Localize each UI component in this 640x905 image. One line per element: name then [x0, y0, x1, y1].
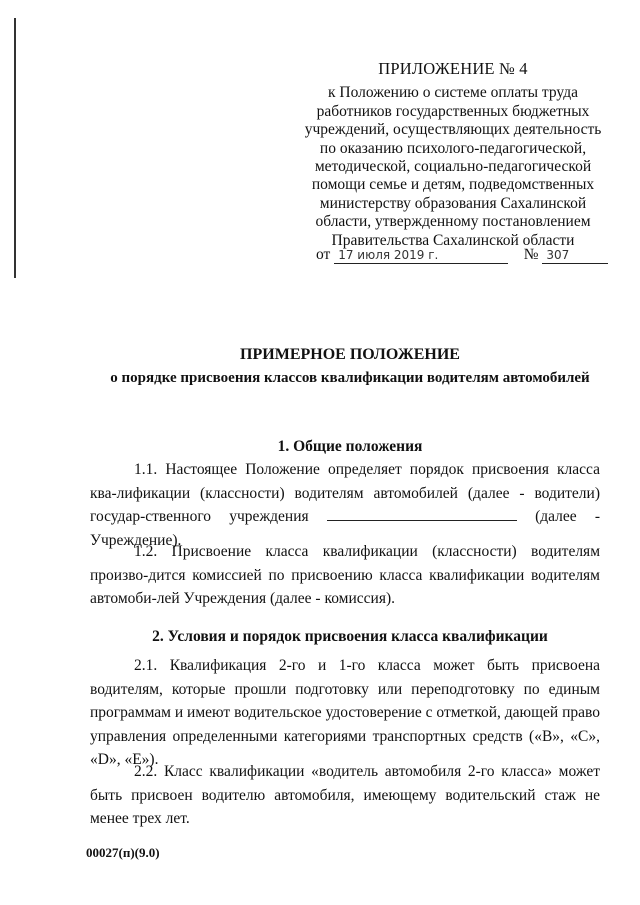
paragraph-text: (далее - Учреждение).: [90, 508, 601, 549]
paragraph-text: 2.2. Класс квалификации «водитель автомобиля 2-го класса» может быть присвоен водителю автомобиля, имеющему водительский стаж не менее трех лет.: [90, 763, 600, 827]
number-label: №: [523, 246, 539, 263]
appendix-line: учреждений, осуществляющих деятельность: [304, 121, 602, 139]
resolution-date-row: [316, 246, 616, 264]
date-value: 17 июля 2019 г.: [334, 247, 508, 264]
appendix-line: Правительства Сахалинской области: [331, 231, 575, 249]
date-label: от: [316, 246, 331, 263]
section-heading: 1. Общие положения: [277, 438, 423, 455]
number-value: 307: [542, 247, 608, 264]
appendix-block: [300, 60, 606, 250]
appendix-line: по оказанию психолого-педагогической,: [319, 139, 587, 157]
paragraph-text: 1.1. Настоящее Положение определяет порядок присвоения класса ква-лификации (классности) водителям автомобилей (далее - водители) государ-ственного учреждения: [90, 461, 600, 525]
scan-margin-line: [14, 18, 16, 278]
appendix-line: области, утвержденному постановлением: [315, 213, 591, 231]
appendix-line: помощи семье и детям, подведомственных: [311, 176, 595, 194]
paragraph-2-1: [90, 654, 600, 772]
appendix-line: к Положению о системе оплаты труда: [328, 84, 578, 102]
paragraph-text: 2.1. Квалификация 2-го и 1-го класса может быть присвоена водителям, которые прошли подготовку или переподготовку по единым программам и имеют водительское удостоверение с отметкой, дающей право управления определенными категориями транспортных средств («В», «С», «D», «Е»).: [90, 657, 600, 768]
paragraph-2-2: [90, 760, 600, 831]
section-heading: 2. Условия и порядок присвоения класса квалификации: [152, 628, 548, 645]
blank-fill-line: [327, 507, 517, 521]
paragraph-text: 1.2. Присвоение класса квалификации (классности) водителям произво-дится комиссией по присвоению класса квалификации водителям автомоби-лей Учреждения (далее - комиссия).: [90, 543, 600, 607]
footer-code: 00027(п)(9.0): [86, 845, 160, 860]
appendix-title: ПРИЛОЖЕНИЕ № 4: [378, 59, 528, 78]
appendix-line: работников государственных бюджетных: [316, 102, 590, 120]
appendix-line: методической, социально-педагогической: [314, 158, 592, 176]
document-title: ПРИМЕРНОЕ ПОЛОЖЕНИЕ: [240, 346, 460, 363]
appendix-line: министерству образования Сахалинской: [319, 194, 587, 212]
paragraph-1-2: [90, 540, 600, 611]
document-subtitle: о порядке присвоения классов квалификации водителям автомобилей: [110, 370, 590, 386]
appendix-description: [300, 84, 606, 250]
paragraph-1-1: [90, 458, 600, 552]
